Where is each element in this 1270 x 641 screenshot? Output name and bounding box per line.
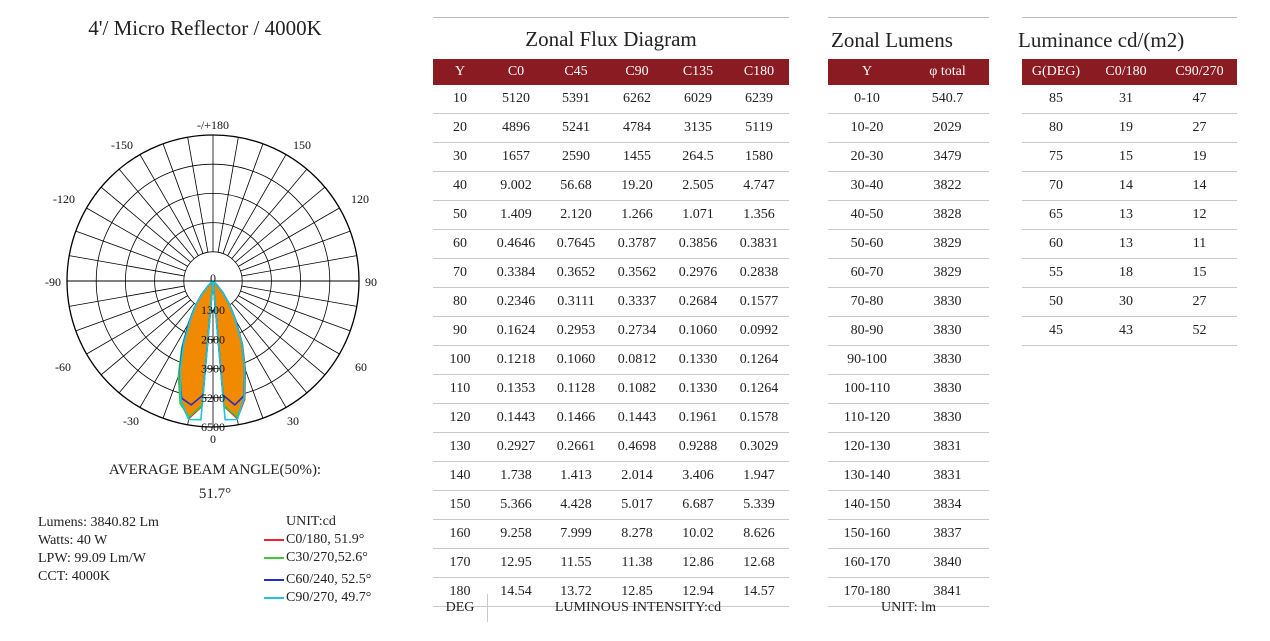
polar-grid-spoke — [76, 291, 186, 331]
zonal-lumens-cell: 160-170 — [828, 549, 906, 578]
table-row — [433, 172, 789, 201]
table-row — [433, 404, 789, 433]
table-row — [1022, 85, 1237, 114]
zonal-flux-cell: 0.1264 — [729, 346, 789, 375]
zonal-flux-header-row — [433, 59, 789, 85]
luminance-cell: 60 — [1022, 230, 1090, 259]
zonal-flux-cell: 0.1578 — [729, 404, 789, 433]
zonal-flux-cell: 2.505 — [667, 172, 729, 201]
zonal-lumens-cell: 3830 — [906, 404, 989, 433]
polar-grid-spoke — [87, 208, 188, 266]
zonal-flux-header-4: C135 — [667, 59, 729, 85]
polar-grid-spoke — [69, 256, 184, 276]
table-row — [828, 201, 989, 230]
zonal-flux-title: Zonal Flux Diagram — [525, 27, 697, 51]
zonal-flux-cell: 0.3562 — [607, 259, 667, 288]
spec-cct: CCT: 4000K — [38, 569, 111, 584]
polar-grid-spoke — [188, 137, 208, 252]
spec-lpw: LPW: 99.09 Lm/W — [38, 551, 146, 566]
zonal-lumens-cell: 100-110 — [828, 375, 906, 404]
polar-grid-spoke — [223, 144, 263, 254]
luminance-cell: 27 — [1162, 114, 1237, 143]
zonal-flux-cell: 0.1353 — [487, 375, 545, 404]
zonal-flux-cell: 0.2976 — [667, 259, 729, 288]
table-row — [828, 288, 989, 317]
zonal-flux-cell: 150 — [433, 491, 487, 520]
zonal-lumens-title: Zonal Lumens — [831, 28, 953, 52]
zonal-flux-cell: 0.1330 — [667, 375, 729, 404]
table-row — [433, 375, 789, 404]
zonal-flux-cell: 14.57 — [729, 578, 789, 607]
zonal-lumens-cell: 540.7 — [906, 85, 989, 114]
zonal-flux-cell: 1.738 — [487, 462, 545, 491]
zonal-lumens-table — [828, 59, 989, 607]
polar-grid-spoke — [240, 231, 350, 271]
table-row — [433, 520, 789, 549]
zonal-flux-cell: 6.687 — [667, 491, 729, 520]
luminance-top-rule — [1022, 17, 1237, 18]
zonal-flux-cell: 20 — [433, 114, 487, 143]
zonal-lumens-cell: 40-50 — [828, 201, 906, 230]
zonal-flux-cell: 110 — [433, 375, 487, 404]
luminance-cell: 19 — [1090, 114, 1162, 143]
luminance-cell: 43 — [1090, 317, 1162, 346]
zonal-flux-cell: 5.339 — [729, 491, 789, 520]
luminance-cell: 31 — [1090, 85, 1162, 114]
zonal-lumens-cell: 2029 — [906, 114, 989, 143]
polar-grid-spoke — [163, 144, 203, 254]
zonal-flux-cell: 60 — [433, 230, 487, 259]
zonal-flux-cell: 2.014 — [607, 462, 667, 491]
zonal-lumens-cell: 3830 — [906, 288, 989, 317]
zonal-flux-cell: 0.2838 — [729, 259, 789, 288]
polar-radial-label: 6500 — [201, 420, 225, 434]
polar-radial-label: 1300 — [201, 303, 225, 318]
zonal-flux-cell: 264.5 — [667, 143, 729, 172]
zonal-flux-cell: 0.1443 — [607, 404, 667, 433]
zonal-flux-cell: 0.9288 — [667, 433, 729, 462]
zonal-flux-cell: 130 — [433, 433, 487, 462]
zonal-flux-cell: 0.3652 — [545, 259, 607, 288]
spec-watts: Watts: 40 W — [38, 533, 108, 548]
luminance-cell: 15 — [1162, 259, 1237, 288]
zonal-flux-cell: 0.1577 — [729, 288, 789, 317]
luminance-cell: 27 — [1162, 288, 1237, 317]
table-row — [433, 462, 789, 491]
zonal-lumens-cell: 120-130 — [828, 433, 906, 462]
zonal-flux-cell: 0.3111 — [545, 288, 607, 317]
zonal-lumens-cell: 3840 — [906, 549, 989, 578]
zonal-flux-cell: 0.1264 — [729, 375, 789, 404]
table-row — [433, 491, 789, 520]
table-row — [1022, 143, 1237, 172]
zonal-flux-cell: 50 — [433, 201, 487, 230]
zonal-flux-cell: 11.38 — [607, 549, 667, 578]
zonal-flux-cell: 0.0992 — [729, 317, 789, 346]
zonal-flux-footer-deg: DEG — [445, 600, 475, 615]
zonal-flux-cell: 9.258 — [487, 520, 545, 549]
zonal-flux-header-1: C0 — [487, 59, 545, 85]
zonal-flux-cell: 11.55 — [545, 549, 607, 578]
zonal-flux-cell: 8.626 — [729, 520, 789, 549]
polar-angle-label-l60: -60 — [55, 360, 71, 374]
zonal-flux-cell: 0.3787 — [607, 230, 667, 259]
polar-grid-spoke — [140, 155, 198, 256]
zonal-lumens-top-rule — [828, 17, 989, 18]
zonal-flux-cell: 5241 — [545, 114, 607, 143]
zonal-flux-cell: 0.2684 — [667, 288, 729, 317]
zonal-flux-cell: 0.1443 — [487, 404, 545, 433]
table-row — [828, 375, 989, 404]
zonal-flux-cell: 13.72 — [545, 578, 607, 607]
polar-grid-spoke — [119, 169, 194, 258]
zonal-flux-cell: 70 — [433, 259, 487, 288]
legend-swatch-c90 — [264, 597, 284, 599]
luminance-cell: 50 — [1022, 288, 1090, 317]
zonal-flux-cell: 6239 — [729, 85, 789, 114]
zonal-lumens-cell: 3831 — [906, 462, 989, 491]
legend-swatch-c30 — [264, 557, 284, 559]
luminance-cell: 19 — [1162, 143, 1237, 172]
table-row — [433, 288, 789, 317]
zonal-flux-header-2: C45 — [545, 59, 607, 85]
zonal-flux-cell: 0.3384 — [487, 259, 545, 288]
luminance-cell: 14 — [1162, 172, 1237, 201]
table-row — [433, 346, 789, 375]
zonal-flux-cell: 120 — [433, 404, 487, 433]
table-row — [1022, 172, 1237, 201]
zonal-lumens-cell: 3831 — [906, 433, 989, 462]
zonal-flux-cell: 0.1082 — [607, 375, 667, 404]
zonal-lumens-cell: 3822 — [906, 172, 989, 201]
zonal-lumens-header-0: Y — [828, 59, 906, 85]
table-row — [828, 259, 989, 288]
luminance-cell: 70 — [1022, 172, 1090, 201]
zonal-flux-header-0: Y — [433, 59, 487, 85]
zonal-flux-cell: 0.3831 — [729, 230, 789, 259]
zonal-flux-cell: 12.68 — [729, 549, 789, 578]
polar-angle-label-r30: 30 — [287, 414, 299, 428]
zonal-lumens-cell: 30-40 — [828, 172, 906, 201]
zonal-flux-cell: 19.20 — [607, 172, 667, 201]
polar-grid-spoke — [76, 231, 186, 271]
zonal-lumens-cell: 20-30 — [828, 143, 906, 172]
zonal-flux-cell: 140 — [433, 462, 487, 491]
zonal-flux-cell: 6029 — [667, 85, 729, 114]
beam-angle-value: 51.7° — [198, 486, 232, 502]
table-row — [433, 549, 789, 578]
table-row — [1022, 317, 1237, 346]
polar-grid-spoke — [101, 187, 190, 262]
zonal-flux-cell: 1580 — [729, 143, 789, 172]
polar-grid-spoke — [232, 169, 307, 258]
polar-grid-spoke — [87, 296, 188, 354]
table-row — [433, 114, 789, 143]
zonal-flux-cell: 0.2661 — [545, 433, 607, 462]
luminance-cell: 15 — [1090, 143, 1162, 172]
zonal-flux-cell: 0.2734 — [607, 317, 667, 346]
zonal-flux-cell: 160 — [433, 520, 487, 549]
zonal-lumens-cell: 70-80 — [828, 288, 906, 317]
zonal-flux-cell: 4896 — [487, 114, 545, 143]
zonal-flux-cell: 0.1218 — [487, 346, 545, 375]
zonal-lumens-cell: 0-10 — [828, 85, 906, 114]
table-row — [828, 520, 989, 549]
zonal-flux-cell: 4784 — [607, 114, 667, 143]
zonal-lumens-cell: 150-160 — [828, 520, 906, 549]
zonal-flux-cell: 5.017 — [607, 491, 667, 520]
luminance-cell: 65 — [1022, 201, 1090, 230]
polar-angle-label-l30: -30 — [123, 414, 139, 428]
polar-grid-spoke — [218, 137, 238, 252]
polar-radial-label: 2600 — [201, 332, 225, 347]
zonal-flux-cell: 0.3337 — [607, 288, 667, 317]
zonal-flux-cell: 80 — [433, 288, 487, 317]
polar-angle-label-top: -/+180 — [196, 118, 230, 132]
zonal-flux-cell: 9.002 — [487, 172, 545, 201]
legend-swatch-c60 — [264, 579, 284, 581]
polar-angle-label-r120: 120 — [351, 192, 369, 206]
table-row — [828, 491, 989, 520]
luminance-cell: 80 — [1022, 114, 1090, 143]
zonal-flux-cell: 180 — [433, 578, 487, 607]
zonal-flux-cell: 0.7645 — [545, 230, 607, 259]
spec-lumens: Lumens: 3840.82 Lm — [38, 515, 159, 530]
luminance-cell: 13 — [1090, 230, 1162, 259]
zonal-flux-cell: 12.86 — [667, 549, 729, 578]
luminance-header-1: C0/180 — [1090, 59, 1162, 85]
zonal-flux-cell: 5391 — [545, 85, 607, 114]
zonal-flux-cell: 14.54 — [487, 578, 545, 607]
luminance-cell: 13 — [1090, 201, 1162, 230]
zonal-lumens-cell: 80-90 — [828, 317, 906, 346]
zonal-flux-cell: 10 — [433, 85, 487, 114]
legend-unit: UNIT:cd — [286, 514, 336, 529]
zonal-flux-cell: 1.071 — [667, 201, 729, 230]
table-row — [433, 201, 789, 230]
table-row — [433, 230, 789, 259]
zonal-lumens-cell: 10-20 — [828, 114, 906, 143]
zonal-flux-cell: 100 — [433, 346, 487, 375]
legend-swatch-c0 — [264, 539, 284, 541]
polar-grid-spoke — [235, 187, 324, 262]
zonal-flux-cell: 1657 — [487, 143, 545, 172]
zonal-flux-cell: 1.947 — [729, 462, 789, 491]
zonal-lumens-header-row — [828, 59, 989, 85]
zonal-flux-top-rule — [433, 17, 789, 18]
zonal-lumens-cell: 140-150 — [828, 491, 906, 520]
zonal-lumens-cell: 3828 — [906, 201, 989, 230]
zonal-flux-cell: 56.68 — [545, 172, 607, 201]
zonal-flux-cell: 0.1624 — [487, 317, 545, 346]
table-row — [433, 85, 789, 114]
luminance-cell: 85 — [1022, 85, 1090, 114]
zonal-flux-cell: 0.0812 — [607, 346, 667, 375]
zonal-flux-cell: 0.1466 — [545, 404, 607, 433]
zonal-lumens-cell: 170-180 — [828, 578, 906, 607]
zonal-flux-cell: 10.02 — [667, 520, 729, 549]
polar-angle-label-r90: 90 — [365, 275, 377, 289]
zonal-flux-cell: 1455 — [607, 143, 667, 172]
zonal-flux-cell: 0.1330 — [667, 346, 729, 375]
zonal-flux-cell: 0.4698 — [607, 433, 667, 462]
zonal-lumens-cell: 110-120 — [828, 404, 906, 433]
zonal-flux-footer-unit: LUMINOUS INTENSITY:cd — [554, 600, 722, 615]
luminance-cell: 47 — [1162, 85, 1237, 114]
zonal-flux-cell: 30 — [433, 143, 487, 172]
luminance-cell: 30 — [1090, 288, 1162, 317]
table-row — [828, 549, 989, 578]
zonal-flux-cell: 2590 — [545, 143, 607, 172]
zonal-lumens-cell: 130-140 — [828, 462, 906, 491]
zonal-flux-cell: 4.747 — [729, 172, 789, 201]
beam-angle-label: AVERAGE BEAM ANGLE(50%): — [108, 462, 322, 478]
page-title: 4'/ Micro Reflector / 4000K — [88, 16, 322, 40]
zonal-flux-cell: 12.85 — [607, 578, 667, 607]
luminance-table — [1022, 59, 1237, 346]
luminance-cell: 18 — [1090, 259, 1162, 288]
luminance-cell: 52 — [1162, 317, 1237, 346]
zonal-lumens-cell: 3830 — [906, 375, 989, 404]
zonal-flux-cell: 0.2927 — [487, 433, 545, 462]
table-row — [433, 433, 789, 462]
zonal-flux-cell: 2.120 — [545, 201, 607, 230]
polar-candela-diagram — [40, 100, 390, 460]
luminance-cell: 45 — [1022, 317, 1090, 346]
zonal-flux-cell: 0.1060 — [667, 317, 729, 346]
zonal-flux-header-5: C180 — [729, 59, 789, 85]
zonal-flux-cell: 5.366 — [487, 491, 545, 520]
zonal-flux-cell: 7.999 — [545, 520, 607, 549]
table-row — [828, 404, 989, 433]
polar-grid-spoke — [240, 291, 350, 331]
zonal-flux-cell: 0.1961 — [667, 404, 729, 433]
table-row — [828, 462, 989, 491]
zonal-flux-cell: 0.3029 — [729, 433, 789, 462]
zonal-lumens-cell: 3829 — [906, 230, 989, 259]
legend-item-c90: C90/270, 49.7° — [264, 590, 371, 606]
zonal-lumens-cell: 3829 — [906, 259, 989, 288]
polar-angle-label-l150: -150 — [111, 138, 133, 152]
zonal-flux-cell: 40 — [433, 172, 487, 201]
polar-grid-spoke — [238, 208, 339, 266]
polar-grid-spoke — [238, 296, 339, 354]
table-row — [828, 143, 989, 172]
zonal-lumens-cell: 3830 — [906, 317, 989, 346]
zonal-lumens-cell: 60-70 — [828, 259, 906, 288]
zonal-lumens-footer-unit: UNIT: lm — [881, 600, 936, 615]
luminance-cell: 12 — [1162, 201, 1237, 230]
luminance-cell: 75 — [1022, 143, 1090, 172]
luminance-cell: 11 — [1162, 230, 1237, 259]
zonal-flux-cell: 12.94 — [667, 578, 729, 607]
table-row — [828, 230, 989, 259]
polar-angle-label-r60: 60 — [355, 360, 367, 374]
polar-grid-spoke — [228, 155, 286, 256]
luminance-header-row — [1022, 59, 1237, 85]
table-row — [433, 143, 789, 172]
table-row — [433, 259, 789, 288]
table-row — [1022, 114, 1237, 143]
zonal-flux-cell: 6262 — [607, 85, 667, 114]
zonal-lumens-cell: 3830 — [906, 346, 989, 375]
legend-item-c60: C60/240, 52.5° — [264, 572, 371, 588]
polar-angle-label-l90: -90 — [45, 275, 61, 289]
polar-grid-spoke — [235, 300, 324, 375]
polar-radial-label: 5200 — [201, 390, 225, 405]
table-row — [1022, 230, 1237, 259]
polar-radial-label: 0 — [210, 271, 216, 285]
zonal-flux-cell: 1.266 — [607, 201, 667, 230]
zonal-flux-cell: 3135 — [667, 114, 729, 143]
zonal-flux-cell: 0.4646 — [487, 230, 545, 259]
luminance-title: Luminance cd/(m2) — [1018, 28, 1185, 52]
table-row — [828, 346, 989, 375]
zonal-flux-cell: 1.409 — [487, 201, 545, 230]
zonal-flux-cell: 0.1128 — [545, 375, 607, 404]
polar-grid-spoke — [242, 286, 357, 306]
zonal-lumens-cell: 3841 — [906, 578, 989, 607]
luminance-header-0: G(DEG) — [1022, 59, 1090, 85]
table-row — [828, 317, 989, 346]
zonal-flux-cell: 1.356 — [729, 201, 789, 230]
zonal-lumens-cell: 90-100 — [828, 346, 906, 375]
zonal-flux-cell: 90 — [433, 317, 487, 346]
table-row — [1022, 259, 1237, 288]
legend-item-c30: C30/270,52.6° — [264, 550, 368, 566]
zonal-flux-cell: 5119 — [729, 114, 789, 143]
luminance-cell: 14 — [1090, 172, 1162, 201]
table-row — [828, 114, 989, 143]
zonal-flux-cell: 8.278 — [607, 520, 667, 549]
zonal-flux-cell: 4.428 — [545, 491, 607, 520]
polar-radial-label: 3900 — [201, 361, 225, 376]
zonal-flux-header-3: C90 — [607, 59, 667, 85]
polar-angle-label-l120: -120 — [53, 192, 75, 206]
legend-item-c0: C0/180, 51.9° — [264, 532, 364, 548]
polar-grid-spoke — [69, 286, 184, 306]
zonal-lumens-cell: 3479 — [906, 143, 989, 172]
zonal-flux-cell: 170 — [433, 549, 487, 578]
polar-grid-spoke — [242, 256, 357, 276]
zonal-flux-table — [433, 59, 789, 607]
table-row — [828, 433, 989, 462]
table-row — [1022, 201, 1237, 230]
polar-grid-spoke — [101, 300, 190, 375]
zonal-flux-cell: 1.413 — [545, 462, 607, 491]
table-row — [1022, 288, 1237, 317]
luminance-header-2: C90/270 — [1162, 59, 1237, 85]
table-row — [433, 317, 789, 346]
zonal-flux-cell: 0.3856 — [667, 230, 729, 259]
polar-angle-label-r150: 150 — [293, 138, 311, 152]
zonal-lumens-cell: 50-60 — [828, 230, 906, 259]
luminance-cell: 55 — [1022, 259, 1090, 288]
zonal-lumens-cell: 3834 — [906, 491, 989, 520]
zonal-flux-cell: 12.95 — [487, 549, 545, 578]
table-row — [828, 172, 989, 201]
zonal-flux-cell: 3.406 — [667, 462, 729, 491]
zonal-lumens-cell: 3837 — [906, 520, 989, 549]
table-row — [828, 85, 989, 114]
zonal-flux-cell: 0.1060 — [545, 346, 607, 375]
polar-angle-label-bottom: 0 — [210, 432, 216, 446]
zonal-flux-cell: 0.2346 — [487, 288, 545, 317]
zonal-lumens-header-1: φ total — [906, 59, 989, 85]
zonal-flux-cell: 0.2953 — [545, 317, 607, 346]
zonal-flux-cell: 5120 — [487, 85, 545, 114]
